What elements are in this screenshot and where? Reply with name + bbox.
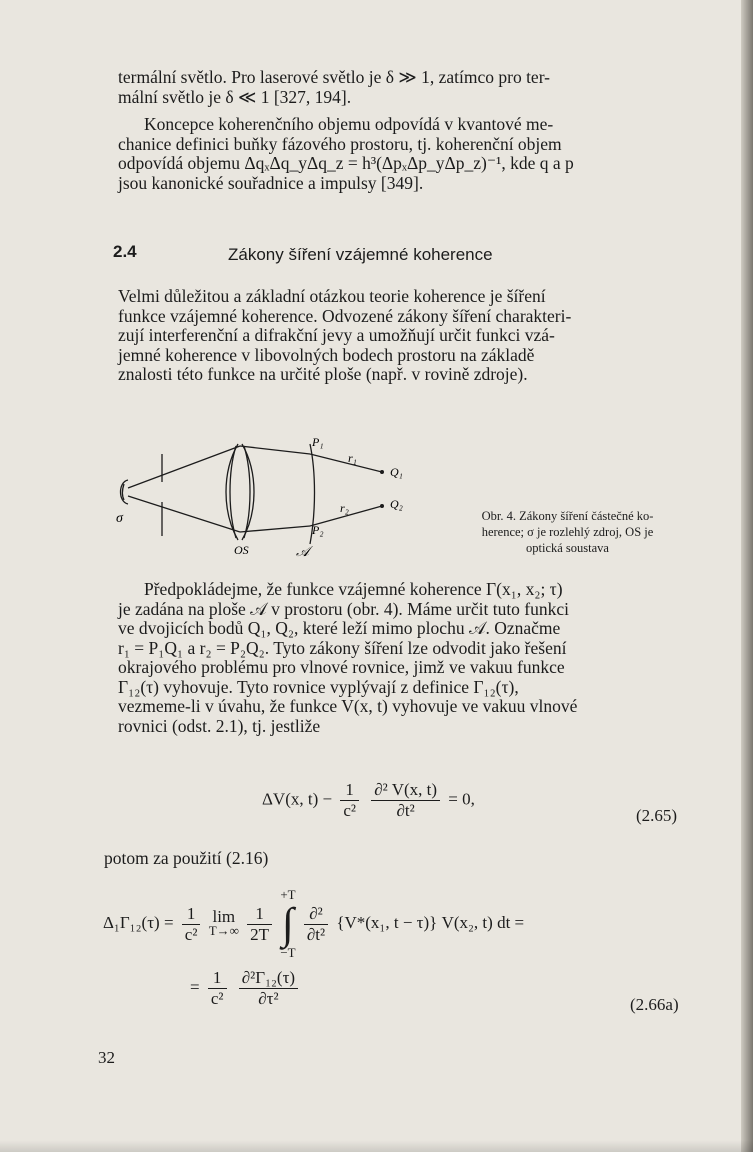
fraction bbox=[239, 968, 298, 1009]
caption-line: optická soustava bbox=[526, 541, 609, 555]
eq-body: {V*(x₁, t − τ)} V(x₂, t) dt = bbox=[336, 912, 525, 932]
frac-den: c² bbox=[343, 801, 356, 820]
frac-den: c² bbox=[210, 989, 224, 1008]
section-title: Zákony šíření vzájemné koherence bbox=[228, 245, 493, 264]
lim-text: lim bbox=[212, 907, 236, 926]
equation-number: (2.65) bbox=[636, 806, 678, 825]
page-bottom-shadow bbox=[0, 1140, 753, 1152]
paragraph-4 bbox=[118, 580, 708, 736]
text-line: Velmi důležitou a základní otázkou teorie koherence je šíření bbox=[118, 286, 546, 306]
label-r1: r₁ bbox=[348, 451, 357, 465]
frac-den: ∂τ² bbox=[258, 989, 279, 1008]
label-r2: r₂ bbox=[340, 501, 349, 515]
eq-rhs: = 0, bbox=[448, 789, 475, 809]
equation-number: (2.66a) bbox=[630, 995, 679, 1014]
paragraph-1 bbox=[118, 68, 708, 107]
text-line: ve dvojicích bodů Q₁, Q₂, které leží mimo plochu 𝒜. Označme bbox=[118, 618, 561, 638]
caption-line: herence; σ je rozlehlý zdroj, OS je bbox=[481, 525, 654, 539]
int-upper: +T bbox=[280, 887, 296, 902]
text-line: r₁ = P₁Q₁ a r₂ = P₂Q₂. Tyto zákony šíření lze odvodit jako řešení bbox=[118, 637, 567, 658]
frac-num: 1 bbox=[208, 968, 227, 989]
label-q2: Q₂ bbox=[390, 497, 403, 511]
text-line: funkce vzájemné koherence. Odvozené zákony šíření charakteri- bbox=[118, 305, 572, 326]
figure-caption bbox=[430, 508, 705, 556]
text-line: vezmeme-li v úvahu, že funkce V(x, t) vyhovuje ve vakuu vlnové bbox=[118, 696, 578, 716]
frac-num: ∂² bbox=[304, 904, 328, 925]
frac-den: c² bbox=[184, 924, 198, 944]
figure-4-diagram bbox=[110, 432, 420, 564]
text-line: Γ₁₂(τ) vyhovuje. Tyto rovnice vyplývají z definice Γ₁₂(τ), bbox=[118, 676, 519, 697]
fraction bbox=[182, 904, 201, 945]
text-line: znalosti této funkce na určité ploše (např. v rovině zdroje). bbox=[118, 364, 528, 384]
frac-den: 2T bbox=[250, 924, 270, 944]
text-line: okrajového problému pro vlnové rovnice, jimž ve vakuu funkce bbox=[118, 657, 565, 677]
fraction bbox=[371, 780, 440, 821]
caption-line: Obr. 4. Zákony šíření částečné ko- bbox=[481, 509, 654, 523]
text-line: odpovídá objemu ΔqₓΔq_yΔq_z = h³(ΔpₓΔp_yΔp_z)⁻¹, kde q a p bbox=[118, 153, 574, 173]
eq-lhs: ΔV(x, t) − bbox=[262, 789, 333, 809]
label-p1: P₁ bbox=[312, 435, 324, 449]
frac-num: ∂²Γ₁₂(τ) bbox=[239, 968, 298, 989]
fraction bbox=[340, 780, 359, 821]
label-q1: Q₁ bbox=[390, 465, 403, 479]
page-number: 32 bbox=[98, 1048, 115, 1067]
text-line: jemné koherence v libovolných bodech prostoru na základě bbox=[118, 344, 535, 365]
fraction bbox=[304, 904, 328, 945]
frac-num: ∂² V(x, t) bbox=[371, 780, 440, 801]
text-line: chanice definici buňky fázového prostoru, tj. koherenční objem bbox=[118, 133, 562, 154]
text-line: je zadána na ploše 𝒜 v prostoru (obr. 4). Máme určit tuto funkci bbox=[118, 598, 570, 619]
fraction bbox=[247, 904, 272, 945]
label-p2: P₂ bbox=[312, 523, 324, 537]
integral-sign: ∫ bbox=[281, 899, 294, 948]
frac-num: 1 bbox=[247, 904, 272, 925]
label-os: OS bbox=[234, 543, 249, 557]
equation-2-65 bbox=[262, 780, 475, 821]
text-line: mální světlo je δ ≪ 1 [327, 194]. bbox=[118, 86, 352, 107]
frac-num: 1 bbox=[340, 780, 359, 801]
frac-den: ∂t² bbox=[396, 801, 415, 820]
text-line: jsou kanonické souřadnice a impulsy [349]. bbox=[118, 172, 424, 193]
text-line: Koncepce koherenčního objemu odpovídá v kvantové me- bbox=[144, 114, 554, 134]
limit bbox=[208, 907, 239, 938]
paragraph-2 bbox=[118, 115, 708, 193]
page-edge-shadow bbox=[741, 0, 753, 1152]
text-line: termální světlo. Pro laserové světlo je δ ≫ 1, zatímco pro ter- bbox=[118, 67, 550, 87]
fraction bbox=[208, 968, 227, 1009]
int-lower: −T bbox=[280, 945, 296, 960]
paragraph-3 bbox=[118, 287, 708, 385]
section-number: 2.4 bbox=[113, 242, 137, 261]
label-a: 𝒜 bbox=[296, 545, 310, 560]
eq-equals: = bbox=[190, 977, 200, 997]
equation-2-66a-line2 bbox=[190, 968, 302, 1009]
equation-2-66a-line1 bbox=[103, 888, 524, 960]
text-line: rovnici (odst. 2.1), tj. jestliže bbox=[118, 715, 321, 736]
lim-sub: T→∞ bbox=[208, 923, 239, 938]
text-line: potom za použití (2.16) bbox=[104, 848, 269, 868]
eq-lhs: Δ₁Γ₁₂(τ) = bbox=[103, 912, 174, 932]
integral bbox=[280, 888, 295, 960]
text-line: zují interferenční a difrakční jevy a umožňují určit funkci vzá- bbox=[118, 325, 555, 345]
frac-num: 1 bbox=[182, 904, 201, 925]
text-line: Předpokládejme, že funkce vzájemné koherence Γ(x₁, x₂; τ) bbox=[144, 579, 563, 599]
frac-den: ∂t² bbox=[306, 924, 326, 944]
label-sigma: σ bbox=[116, 511, 123, 526]
